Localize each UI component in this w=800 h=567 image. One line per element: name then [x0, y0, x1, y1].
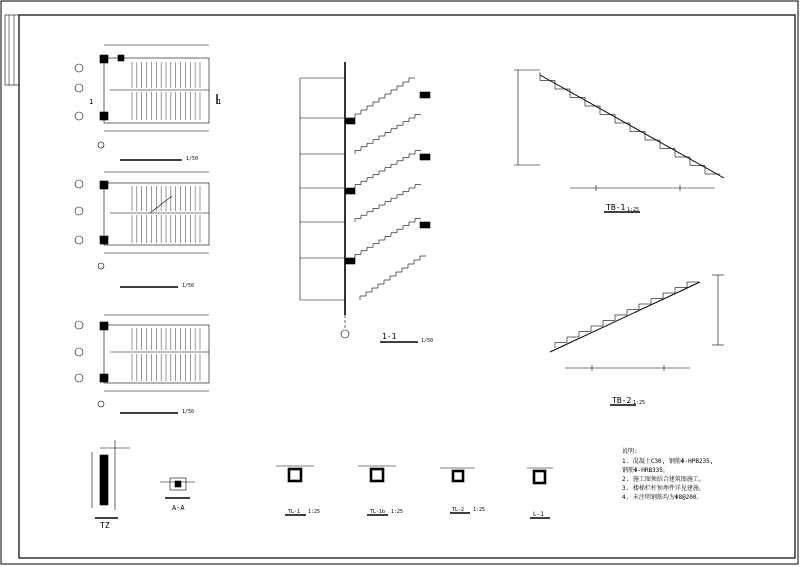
- detail-tl1b: [358, 466, 396, 515]
- stair-slab-tb2: [550, 275, 724, 405]
- notes-line-5: 4. 未注明钢筋均为Φ8@200。: [622, 494, 703, 501]
- stair-plan-3: [75, 315, 209, 413]
- detail-aa: [160, 478, 195, 498]
- tl2-scale: 1:25: [473, 507, 486, 513]
- notes-line-1: 1. 混凝土C30, 钢筋Φ-HPB235,: [622, 458, 714, 465]
- section-title: 1-1: [382, 332, 397, 341]
- aa-title: A-A: [172, 504, 185, 512]
- tl1b-title: TL-1b: [370, 509, 386, 515]
- stair-section-1-1: [300, 62, 430, 342]
- stair-slab-tb1: [514, 70, 724, 212]
- plan-2-scale: 1/50: [182, 283, 195, 289]
- notes-line-4: 3. 楼梯栏杆预埋件详见建施。: [622, 485, 705, 492]
- general-notes: [622, 447, 713, 501]
- plan-3-scale: 1/50: [182, 409, 195, 415]
- tl1-scale: 1:25: [308, 509, 321, 515]
- section-marker-right: 1: [217, 98, 222, 106]
- section-marker-left: 1: [89, 98, 94, 106]
- plan-1-scale: 1/50: [186, 156, 199, 162]
- stair-plan-1: [75, 45, 217, 160]
- notes-heading: 说明:: [622, 448, 638, 455]
- l1-title: L-1: [533, 511, 544, 518]
- tb1-scale: 1:25: [627, 207, 640, 213]
- detail-tz: [92, 440, 130, 518]
- notes-line-2: 钢筋Φ-HRB335。: [622, 467, 669, 474]
- tb2-title: TB-2: [612, 396, 632, 405]
- stair-plan-2: [75, 172, 209, 287]
- tl1-title: TL-1: [288, 509, 301, 515]
- notes-line-3: 2. 施工图须结合建筑图施工。: [622, 476, 705, 483]
- tb1-title: TB-1: [606, 203, 626, 212]
- tl1b-scale: 1:25: [391, 509, 404, 515]
- tl2-title: TL-2: [452, 507, 465, 513]
- section-scale: 1/50: [421, 338, 434, 344]
- detail-tl1: [276, 466, 314, 515]
- tz-title: TZ: [100, 521, 110, 530]
- tb2-scale: 1:25: [633, 400, 646, 406]
